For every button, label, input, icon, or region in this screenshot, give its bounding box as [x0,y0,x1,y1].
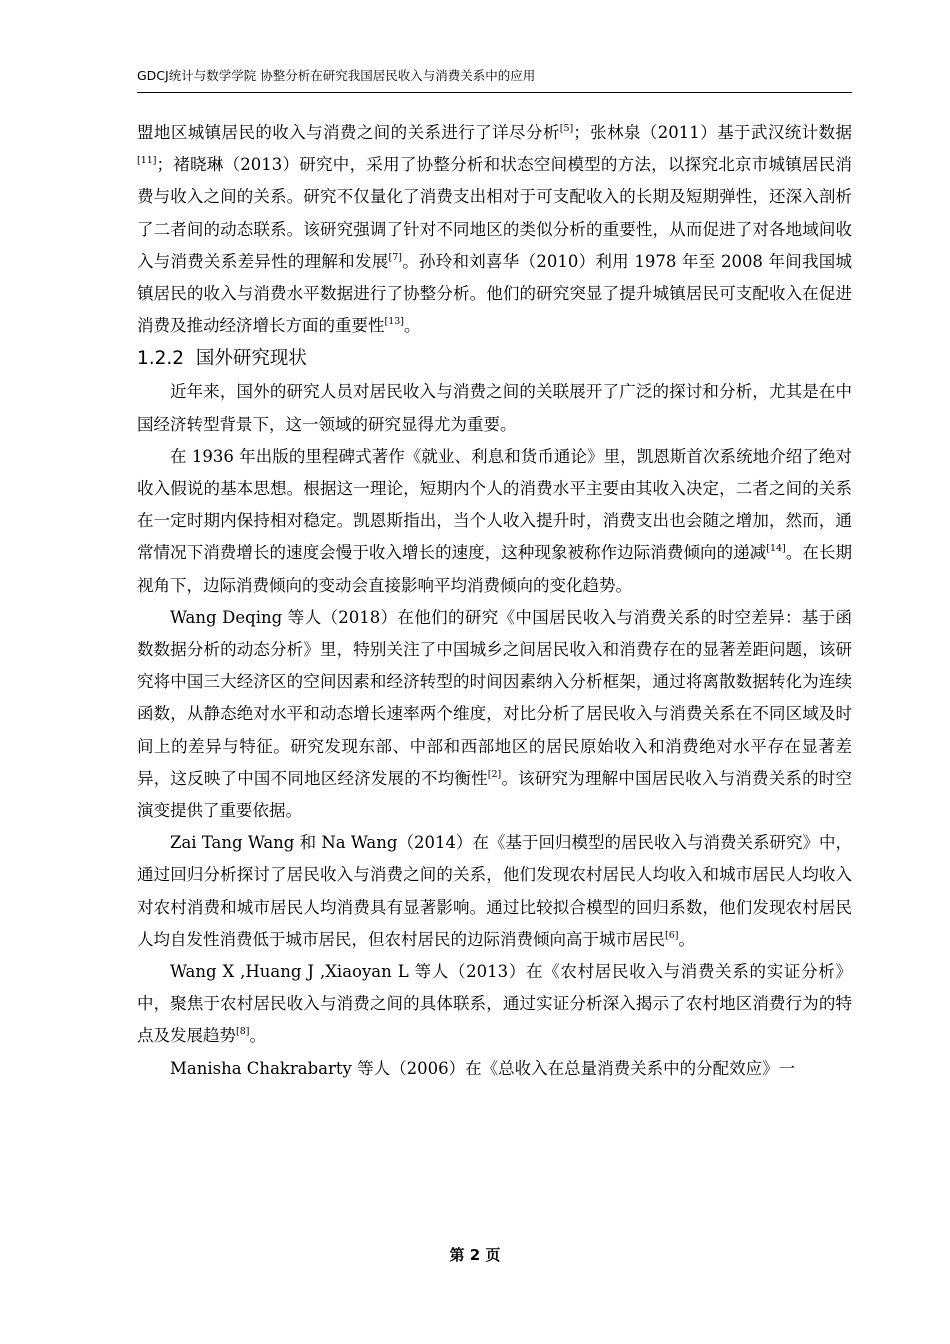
citation-ref: [6] [665,929,679,941]
paragraph-continued [137,117,852,342]
text-run: Wang X ,Huang J ,Xiaoyan L 等人（2013）在《农村居民收入与消费关系的实证分析》中，聚焦于农村居民收入与消费之间的具体联系，通过实证分析深入揭示了农村地区消费行为的特点及发展趋势 [137,962,852,1046]
section-heading [137,342,852,376]
text-run: 。在长期视角下，边际消费倾向的变动会直接影响平均消费倾向的变化趋势。 [137,543,853,595]
text-run: 。 [678,929,695,949]
text-run: 。该研究为理解中国居民收入与消费关系的时空演变提供了重要依据。 [137,768,852,821]
page-number: 第 2 页 [449,1246,501,1264]
citation-ref: [2] [487,768,502,780]
citation-ref: [5] [559,123,574,134]
text-run: ；褚晓琳（2013）研究中，采用了协整分析和状态空间模型的方法，以探究北京市城镇居民消费与收入之间的关系。研究不仅量化了消费支出相对于可支配收入的长期及短期弹性，还深入剖析了二者间的动态联系。该研究强调了针对不同地区的类似分析的重要性，从而促进了对各地域间收入与消费关系差异性的理解和发展 [137,155,852,271]
paragraph [137,441,852,602]
text-run: 。孙玲和刘喜华（2010）利用 1978 年至 2008 年间我国城镇居民的收入与消费水平数据进行了协整分析。他们的研究突显了提升城镇居民可支配收入在促进消费及推动经济增长方面的重要性 [137,251,853,336]
running-header: GDCJ统计与数学学院 协整分析在研究我国居民收入与消费关系中的应用 [137,68,536,83]
text-run: Manisha Chakrabarty 等人（2006）在《总收入在总量消费关系中的分配效应》一 [170,1058,796,1078]
text-run: Zai Tang Wang 和 Na Wang（2014）在《基于回归模型的居民收入与消费关系研究》中，通过回归分析探讨了居民收入与消费之间的关系，他们发现农村居民人均收入和城市居民人均收入对农村消费和城市居民人均消费具有显著影响。通过比较拟合模型的回归系数，他们发现农村居民人均自发性消费低于城市居民，但农村居民的边际消费倾向高于城市居民 [137,833,852,949]
text-run: Wang Deqing 等人（2018）在他们的研究《中国居民收入与消费关系的时空差异：基于函数数据分析的动态分析》里，特别关注了中国城乡之间居民收入和消费存在的显著差距问题，该研究将中国三大经济区的空间因素和经济转型的时间因素纳入分析框架，通过将离散数据转化为连续函数，从静态绝对水平和动态增长速率两个维度，对比分析了居民收入与消费关系在不同区域及时间上的差异与特征。研究发现东部、中部和西部地区的居民原始收入和消费绝对水平存在显著差异，这反映了中国不同地区经济发展的不均衡性 [137,607,852,788]
paragraph [137,602,852,827]
paragraph [137,1053,852,1085]
section-title: 国外研究现状 [195,348,307,370]
paragraph [137,376,852,440]
text-run: 近年来，国外的研究人员对居民收入与消费之间的关联展开了广泛的探讨和分析，尤其是在中国经济转型背景下，这一领域的研究显得尤为重要。 [137,382,852,434]
text-run: 在 1936 年出版的里程碑式著作《就业、利息和货币通论》里，凯恩斯首次系统地介绍了绝对收入假说的基本思想。根据这一理论，短期内个人的消费水平主要由其收入决定，二者之间的关系在一定时期内保持相对稳定。凯恩斯指出，当个人收入提升时，消费支出也会随之增加，然而，通常情况下消费增长的速度会慢于收入增长的速度，这种现象被称作边际消费倾向的递减 [137,446,852,563]
citation-ref: [7] [388,251,402,263]
text-run: 。 [404,316,421,336]
paragraph [137,956,852,1053]
paragraph [137,827,852,956]
citation-ref: [13] [384,316,405,328]
citation-ref: [8] [236,1026,250,1038]
text-run: ；张林泉（2011）基于武汉统计数据 [573,123,852,142]
citation-ref: [14] [766,543,786,555]
text-run: 。 [249,1026,266,1046]
citation-ref: [11] [137,155,157,167]
text-run: 盟地区城镇居民的收入与消费之间的关系进行了详尽分析 [137,123,560,142]
header-divider [137,92,852,93]
body-text [137,117,852,1085]
section-number: 1.2.2 [137,348,185,370]
